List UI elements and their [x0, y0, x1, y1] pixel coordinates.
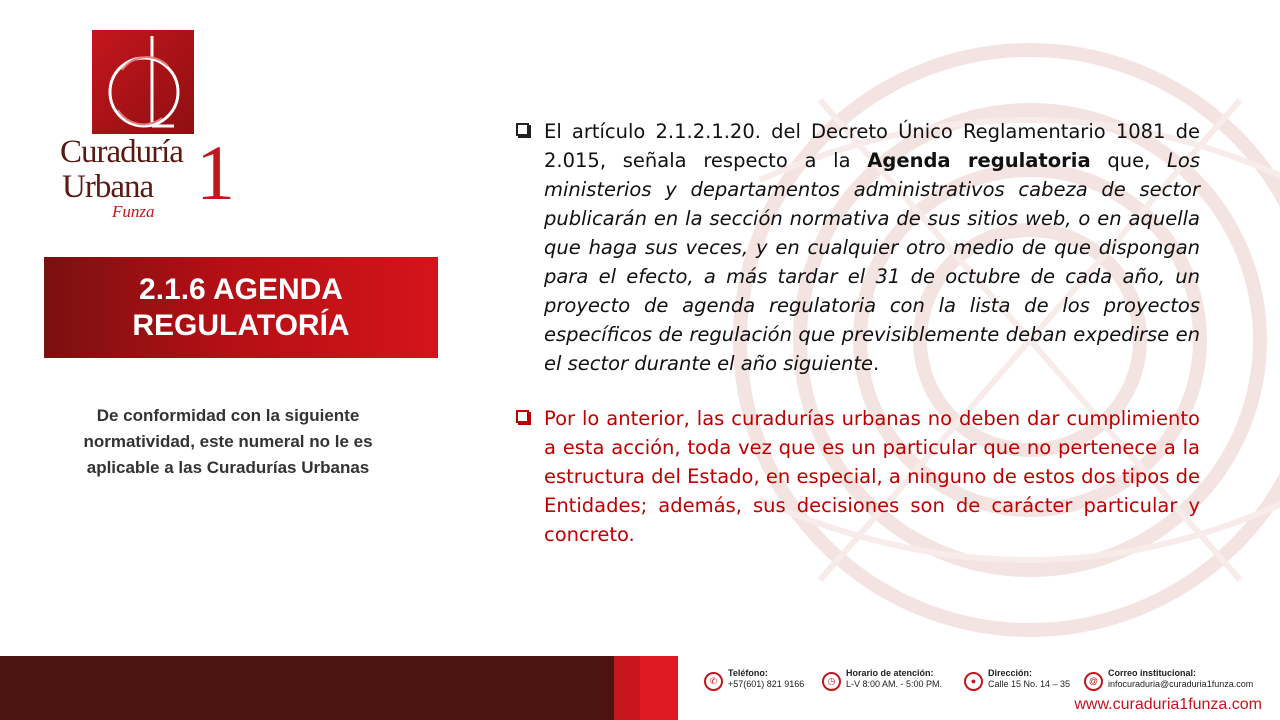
- logo-emblem: [92, 30, 194, 134]
- at-sign-icon: @: [1084, 672, 1103, 691]
- logo-text-line2: Urbana: [62, 169, 154, 205]
- decree-intro: El artículo 2.1.2.1.20. del Decreto Único Reglamentario 1081 de 2.015, señala respecto a la: [544, 120, 1200, 172]
- decree-quote: Los ministerios y departamentos administrativos cabeza de sector publicarán en la sección normativa de sus sitios web, o en aquella que haga sus veces, y en cualquier otro medio de que dispongan para el efecto, a más tardar el 31 de octubre de cada año, un proyecto de agenda regulatoria con la lista de los proyectos específicos de regulación que previsiblemente deban expedirse en el sector durante el año siguiente: [544, 149, 1201, 375]
- location-pin-icon: ●: [964, 672, 983, 691]
- hours-value: L-V 8:00 AM. - 5:00 PM.: [846, 679, 943, 689]
- bullet-decree: [516, 117, 1200, 378]
- hours-label: Horario de atención:: [846, 668, 934, 678]
- contact-hours: [822, 668, 942, 691]
- address-value: Calle 15 No. 14 – 35: [988, 679, 1071, 689]
- footer-contact-area: [678, 656, 1280, 720]
- contact-email: [1084, 668, 1253, 691]
- logo-text-line1: Curaduría: [60, 134, 183, 170]
- applicability-note: De conformidad con la siguiente normatividad, este numeral no le es aplicable a las Curadurías Urbanas: [83, 406, 373, 477]
- bullet-decree-text: [544, 117, 1200, 378]
- checkbox-bullet-icon: [516, 123, 529, 136]
- contact-address: [964, 668, 1070, 691]
- company-logo: [60, 30, 240, 230]
- address-label: Dirección:: [988, 668, 1033, 678]
- section-title-line2: REGULATORÍA: [132, 308, 350, 342]
- website-link[interactable]: www.curaduria1funza.com: [1074, 696, 1262, 713]
- logo-emblem-graphic: [92, 30, 194, 134]
- checkbox-bullet-icon: [516, 410, 529, 423]
- footer-dark-band: [0, 656, 614, 720]
- clock-icon: ◷: [822, 672, 841, 691]
- logo-script: Funza: [112, 202, 155, 221]
- contact-phone: [704, 668, 804, 691]
- section-title-box: [44, 257, 438, 358]
- footer-bright-red-band: [640, 656, 678, 720]
- decree-bold-term: Agenda regulatoria: [867, 149, 1091, 172]
- bullet-conclusion-text: Por lo anterior, las curadurías urbanas no deben dar cumplimiento a esta acción, toda vez que es un particular que no pertenece a la estructura del Estado, en especial, a ninguno de estos dos tipos de Entidades; además, sus decisiones son de carácter particular y concreto.: [544, 407, 1200, 546]
- phone-label: Teléfono:: [728, 668, 768, 678]
- decree-end: .: [872, 352, 880, 375]
- footer-red-band: [614, 656, 640, 720]
- logo-number: 1: [196, 129, 235, 216]
- footer: [0, 656, 1280, 720]
- section-title-line1: 2.1.6 AGENDA: [139, 272, 343, 306]
- decree-que: que,: [1107, 149, 1151, 172]
- phone-icon: ✆: [704, 672, 723, 691]
- phone-value: +57(601) 821 9166: [728, 679, 805, 689]
- email-label: Correo institucional:: [1108, 668, 1197, 678]
- email-value[interactable]: infocuraduria@curaduria1funza.com: [1108, 679, 1254, 689]
- bullet-conclusion: [516, 404, 1200, 549]
